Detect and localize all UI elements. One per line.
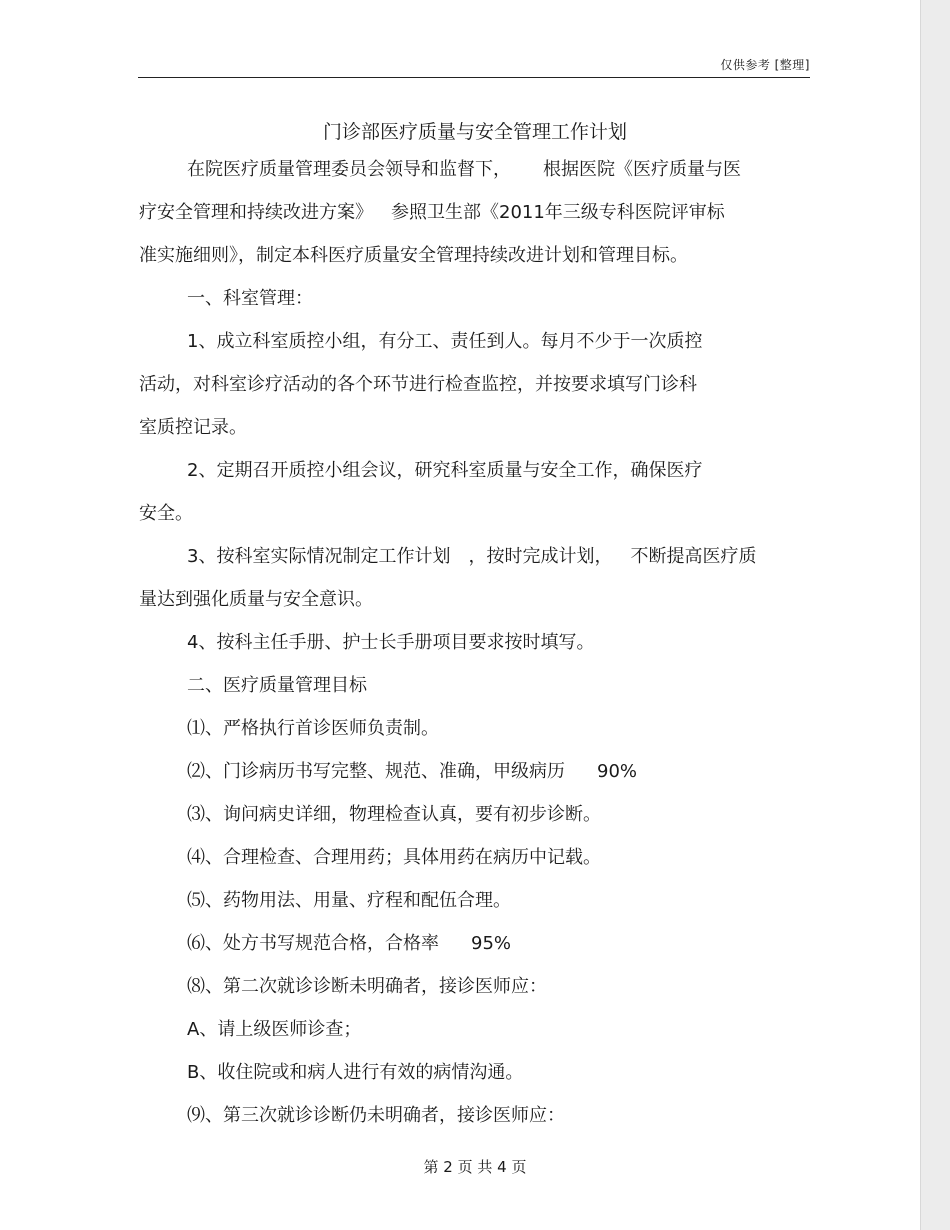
paragraph-text: ，按时完成计划，: [468, 546, 613, 567]
paragraph-line: 2、定期召开质控小组会议，研究科室质量与安全工作，确保医疗: [187, 460, 703, 481]
paragraph-text: 3、按科室实际情况制定工作计划: [187, 546, 451, 567]
intro-text: 疗安全管理和持续改进方案》: [139, 202, 373, 223]
header-divider: [138, 77, 810, 78]
goal-value: 90%: [597, 761, 638, 782]
goal-item: [187, 750, 859, 793]
goal-item: B、收住院或和病人进行有效的病情沟通。: [187, 1062, 524, 1083]
goal-item: [187, 922, 859, 965]
section-heading: 一、科室管理：: [187, 288, 313, 309]
goal-value: 95%: [471, 933, 512, 954]
goal-item: A、请上级医师诊查；: [187, 1019, 362, 1040]
paragraph-line: 4、按科主任手册、护士长手册项目要求按时填写。: [187, 632, 595, 653]
intro-text: 参照卫生部《2011年三级专科医院评审标: [391, 202, 725, 223]
paragraph-line: 安全。: [139, 503, 193, 524]
paragraph-line: 1、成立科室质控小组，有分工、责任到人。每月不少于一次质控: [187, 331, 703, 352]
intro-text: 根据医院《医疗质量与医: [543, 159, 741, 180]
goal-item: ⑴、严格执行首诊医师负责制。: [187, 718, 439, 739]
paragraph-line: 量达到强化质量与安全意识。: [139, 589, 373, 610]
goal-item: ⑷、合理检查、合理用药；具体用药在病历中记载。: [187, 847, 601, 868]
section-heading: 二、医疗质量管理目标: [187, 675, 367, 696]
viewer-margin: [921, 0, 950, 1230]
paragraph-text: 不断提高医疗质: [630, 546, 757, 567]
document-title: 门诊部医疗质量与安全管理工作计划: [322, 121, 627, 143]
header-note: 仅供参考 [整理]: [720, 58, 810, 72]
goal-item: ⑸、药物用法、用量、疗程和配伍合理。: [187, 890, 511, 911]
goal-item: ⑶、询问病史详细，物理检查认真，要有初步诊断。: [187, 804, 601, 825]
paragraph-line: 室质控记录。: [139, 417, 247, 438]
goal-item: ⑻、第二次就诊诊断未明确者，接诊医师应：: [187, 976, 547, 997]
page-number: 第 2 页 共 4 页: [423, 1158, 527, 1176]
intro-text: 在院医疗质量管理委员会领导和监督下，: [187, 159, 511, 180]
intro-line-1: [187, 148, 859, 191]
goal-text: ⑹、处方书写规范合格，合格率: [187, 933, 439, 954]
intro-line-2: [139, 191, 811, 234]
goal-text: ⑵、门诊病历书写完整、规范、准确，甲级病历: [187, 761, 565, 782]
intro-line-3: 准实施细则》，制定本科医疗质量安全管理持续改进计划和管理目标。: [139, 245, 688, 266]
goal-item: ⑼、第三次就诊诊断仍未明确者，接诊医师应：: [187, 1105, 565, 1126]
paragraph-line: [187, 535, 859, 578]
paragraph-line: 活动，对科室诊疗活动的各个环节进行检查监控，并按要求填写门诊科: [139, 374, 697, 395]
